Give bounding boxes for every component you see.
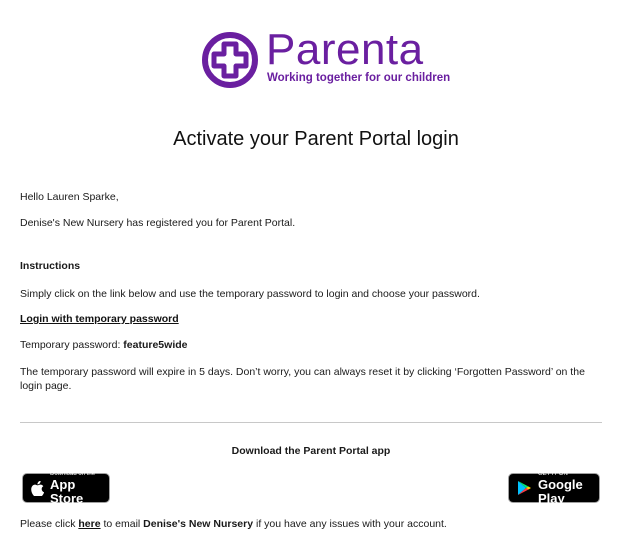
instructions-text: Simply click on the link below and use the temporary password to login and choose your password. (20, 288, 480, 300)
footer-text (20, 518, 447, 530)
footer-prefix: Please click (20, 518, 76, 530)
google-play-big-text: Google Play (538, 476, 583, 506)
footer-middle: to email (103, 518, 141, 530)
login-temporary-password-link[interactable]: Login with temporary password (20, 313, 179, 325)
email-here-link[interactable]: here (78, 518, 101, 530)
parenta-logo-icon (200, 30, 260, 90)
logo-tagline: Working together for our children (267, 72, 451, 84)
parenta-logo (200, 25, 451, 94)
footer-nursery-name: Denise's New Nursery (143, 518, 254, 530)
footer-suffix: if you have any issues with your account. (255, 518, 447, 530)
app-download-heading: Download the Parent Portal app (231, 445, 391, 457)
divider (20, 422, 602, 423)
temp-password-value: feature5wide (123, 339, 188, 351)
expiry-text: The temporary password will expire in 5 days. Don’t worry, you can always reset it by clicking ‘Forgotten Password’ on the login page. (20, 366, 585, 392)
apple-icon (31, 481, 44, 496)
temp-password-label: Temporary password: (20, 339, 121, 351)
google-play-button[interactable] (508, 470, 600, 506)
app-store-label (50, 471, 109, 506)
app-store-big-text: App Store (50, 476, 84, 506)
registered-text: Denise's New Nursery has registered you for Parent Portal. (20, 217, 296, 229)
app-store-button[interactable] (22, 470, 110, 506)
temp-password-row (20, 339, 188, 351)
google-play-icon (517, 480, 532, 496)
page-title: Activate your Parent Portal login (173, 128, 459, 150)
logo-brand-text: Parenta (266, 25, 424, 74)
login-link-row (20, 313, 179, 325)
app-store-small-text: Download on the (50, 470, 96, 477)
instructions-heading: Instructions (20, 260, 81, 272)
google-play-small-text: GET IT ON (538, 470, 568, 477)
google-play-label (538, 471, 599, 506)
greeting-text: Hello Lauren Sparke, (20, 191, 119, 203)
